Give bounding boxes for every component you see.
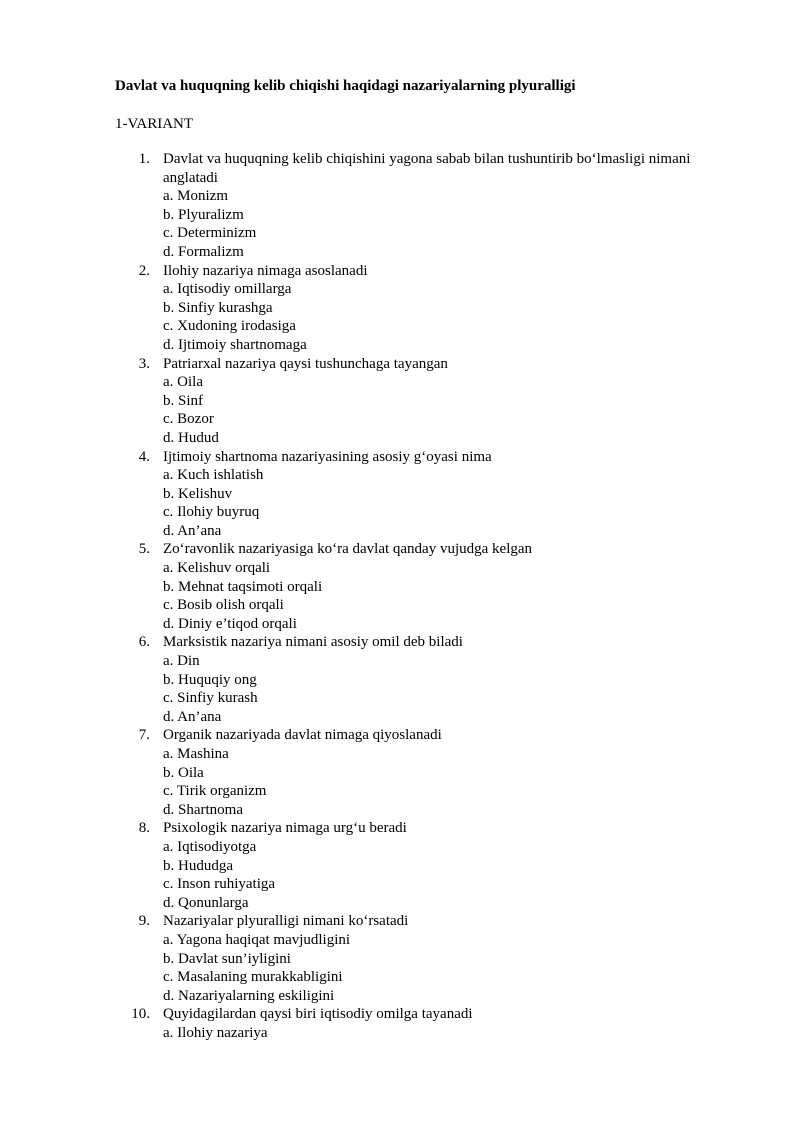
question-list <box>0 150 800 1043</box>
question-text: Ijtimoiy shartnoma nazariyasining asosiy g‘oyasi nima <box>163 448 492 465</box>
question-number: 6. <box>138 634 150 651</box>
answer-option: c. Ilohiy buyruq <box>163 504 260 521</box>
question-number: 2. <box>138 262 150 279</box>
answer-option: c. Determinizm <box>163 225 257 242</box>
answer-option: d. Diniy e’tiqod orqali <box>163 615 297 632</box>
document-title: Davlat va huquqning kelib chiqishi haqidagi nazariyalarning plyuralligi <box>115 78 576 94</box>
answer-option: c. Sinfiy kurash <box>163 690 258 707</box>
answer-option: b. Huquqiy ong <box>163 671 257 688</box>
question-item <box>0 448 800 541</box>
question-item <box>0 726 800 819</box>
question-item <box>0 633 800 726</box>
answer-option: a. Monizm <box>163 188 228 205</box>
question-text: Nazariyalar plyuralligi nimani ko‘rsatadi <box>163 913 409 930</box>
question-number: 3. <box>138 355 150 372</box>
question-number: 10. <box>131 1006 150 1023</box>
answer-option: d. Ijtimoiy shartnomaga <box>163 336 307 353</box>
question-number: 1. <box>138 151 150 167</box>
answer-option: d. Formalizm <box>163 243 244 260</box>
question-item <box>0 819 800 912</box>
question-text: Ilohiy nazariya nimaga asoslanadi <box>163 262 368 279</box>
question-text: Davlat va huquqning kelib chiqishini yagona sabab bilan tushuntirib bo‘lmasligi nimani anglatadi <box>163 151 691 186</box>
question-item <box>0 355 800 448</box>
question-text: Patriarxal nazariya qaysi tushunchaga tayangan <box>163 355 448 372</box>
answer-option: a. Mashina <box>163 746 229 762</box>
answer-option: c. Xudoning irodasiga <box>163 318 296 335</box>
answer-option: d. An’ana <box>163 522 222 539</box>
answer-option: c. Inson ruhiyatiga <box>163 876 276 893</box>
question-number: 4. <box>138 448 150 465</box>
answer-option: c. Bozor <box>163 411 214 428</box>
answer-option: b. Oila <box>163 764 204 781</box>
question-text: Zo‘ravonlik nazariyasiga ko‘ra davlat qanday vujudga kelgan <box>163 541 533 558</box>
answer-option: a. Ilohiy nazariya <box>163 1024 268 1041</box>
question-number: 9. <box>138 913 150 930</box>
answer-option: a. Yagona haqiqat mavjudligini <box>163 931 351 948</box>
answer-option: b. Sinfiy kurashga <box>163 299 273 316</box>
answer-option: a. Kuch ishlatish <box>163 467 264 484</box>
answer-option: c. Tirik organizm <box>163 783 267 800</box>
question-item <box>0 262 800 355</box>
question-text: Marksistik nazariya nimani asosiy omil deb biladi <box>163 634 463 651</box>
answer-option: c. Masalaning murakkabligini <box>163 969 343 986</box>
answer-option: d. An’ana <box>163 708 222 725</box>
question-item <box>0 912 800 1005</box>
question-number: 7. <box>138 727 150 744</box>
answer-option: c. Bosib olish orqali <box>163 597 284 614</box>
answer-option: a. Iqtisodiy omillarga <box>163 281 292 298</box>
question-item <box>0 150 800 262</box>
variant-label: 1-VARIANT <box>115 116 194 132</box>
answer-option: b. Plyuralizm <box>163 206 244 223</box>
answer-option: d. Hudud <box>163 429 219 446</box>
question-text: Organik nazariyada davlat nimaga qiyoslanadi <box>163 727 442 744</box>
answer-option: d. Qonunlarga <box>163 894 249 911</box>
question-item <box>0 540 800 633</box>
answer-option: a. Oila <box>163 374 203 391</box>
answer-option: d. Nazariyalarning eskiligini <box>163 987 335 1004</box>
answer-option: a. Iqtisodiyotga <box>163 838 257 855</box>
question-number: 5. <box>138 541 150 558</box>
question-item <box>0 1005 800 1042</box>
answer-option: d. Shartnoma <box>163 801 243 818</box>
question-text: Quyidagilardan qaysi biri iqtisodiy omilga tayanadi <box>163 1006 473 1023</box>
question-number: 8. <box>138 820 150 837</box>
question-text: Psixologik nazariya nimaga urg‘u beradi <box>163 820 407 837</box>
answer-option: a. Kelishuv orqali <box>163 560 271 577</box>
answer-option: b. Davlat sun’iyligini <box>163 950 291 967</box>
answer-option: b. Sinf <box>163 392 204 409</box>
answer-option: b. Hududga <box>163 857 233 874</box>
answer-option: a. Din <box>163 653 200 670</box>
answer-option: b. Kelishuv <box>163 485 233 502</box>
answer-option: b. Mehnat taqsimoti orqali <box>163 578 323 595</box>
